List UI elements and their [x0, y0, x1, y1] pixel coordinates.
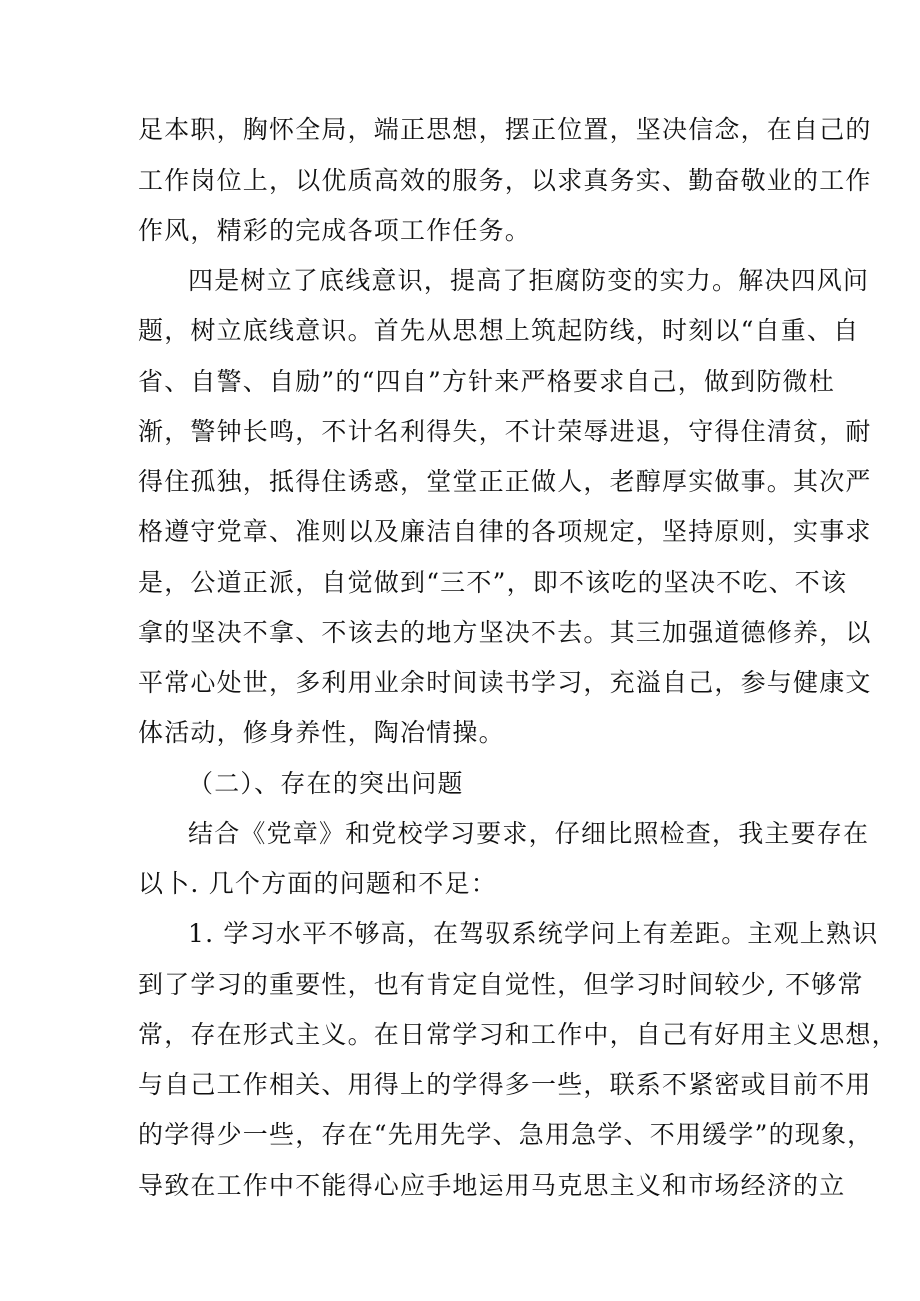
text-line: 省、自警、自励”的“四自”方针来严格要求自己，做到防微杜	[138, 367, 835, 396]
paragraph-start-line: 结合《党章》和党校学习要求，仔细比照检查，我主要存在	[188, 819, 870, 848]
text-line: 得住孤独，抵得住诱惑，堂堂正正做人，老醇厚实做事。其次严	[138, 467, 872, 496]
text-line: 的学得少一些，存在“先用先学、急用急学、不用缓学”的现象，	[138, 1120, 874, 1149]
text-line: 以卜. 几个方面的问题和不足：	[138, 869, 497, 898]
text-line: 与自己工作相关、用得上的学得多一些，联系不紧密或目前不用	[138, 1070, 872, 1099]
text-line: 作风，精彩的完成各项工作任务。	[138, 216, 532, 245]
text-line: 导致在工作中不能得心应手地运用马克思主义和市场经济的立	[138, 1171, 846, 1200]
text-line: 拿的坚决不拿、不该去的地方坚决不去。其三加强道德修养，以	[138, 618, 872, 647]
text-line: 题，树立底线意识。首先从思想上筑起防线，时刻以“自重、自	[138, 316, 860, 345]
section-heading: （二）、存在的突出问题	[188, 769, 464, 798]
text-line: 体活动，修身养性，陶冶情操。	[138, 718, 505, 747]
text-line: 平常心处世，多利用业余时间读书学习，充溢自己，参与健康文	[138, 668, 872, 697]
text-line: 工作岗位上，以优质高效的服务，以求真务实、勤奋敬业的工作	[138, 166, 872, 195]
text-line: 格遵守党章、准则以及廉洁自律的各项规定，坚持原则，实事求	[138, 517, 872, 546]
text-line: 渐，警钟长鸣，不计名利得失，不计荣辱进退，守得住清贫，耐	[138, 417, 872, 446]
text-line: 常，存在形式主义。在日常学习和工作中，自己有好用主义思想，	[138, 1020, 898, 1049]
text-line: 到了学习的重要性，也有肯定自觉性，但学习时间较少, 不够常	[138, 970, 864, 999]
paragraph-start-line: 1. 学习水平不够高，在驾驭系统学问上有差距。主观上熟识	[188, 919, 879, 948]
text-line: 足本职，胸怀全局，端正思想，摆正位置，坚决信念，在自己的	[138, 115, 872, 144]
text-line: 是，公道正派，自觉做到“三不”，即不该吃的坚决不吃、不该	[138, 568, 848, 597]
paragraph-start-line: 四是树立了底线意识，提高了拒腐防变的实力。解决四风问	[188, 266, 870, 295]
